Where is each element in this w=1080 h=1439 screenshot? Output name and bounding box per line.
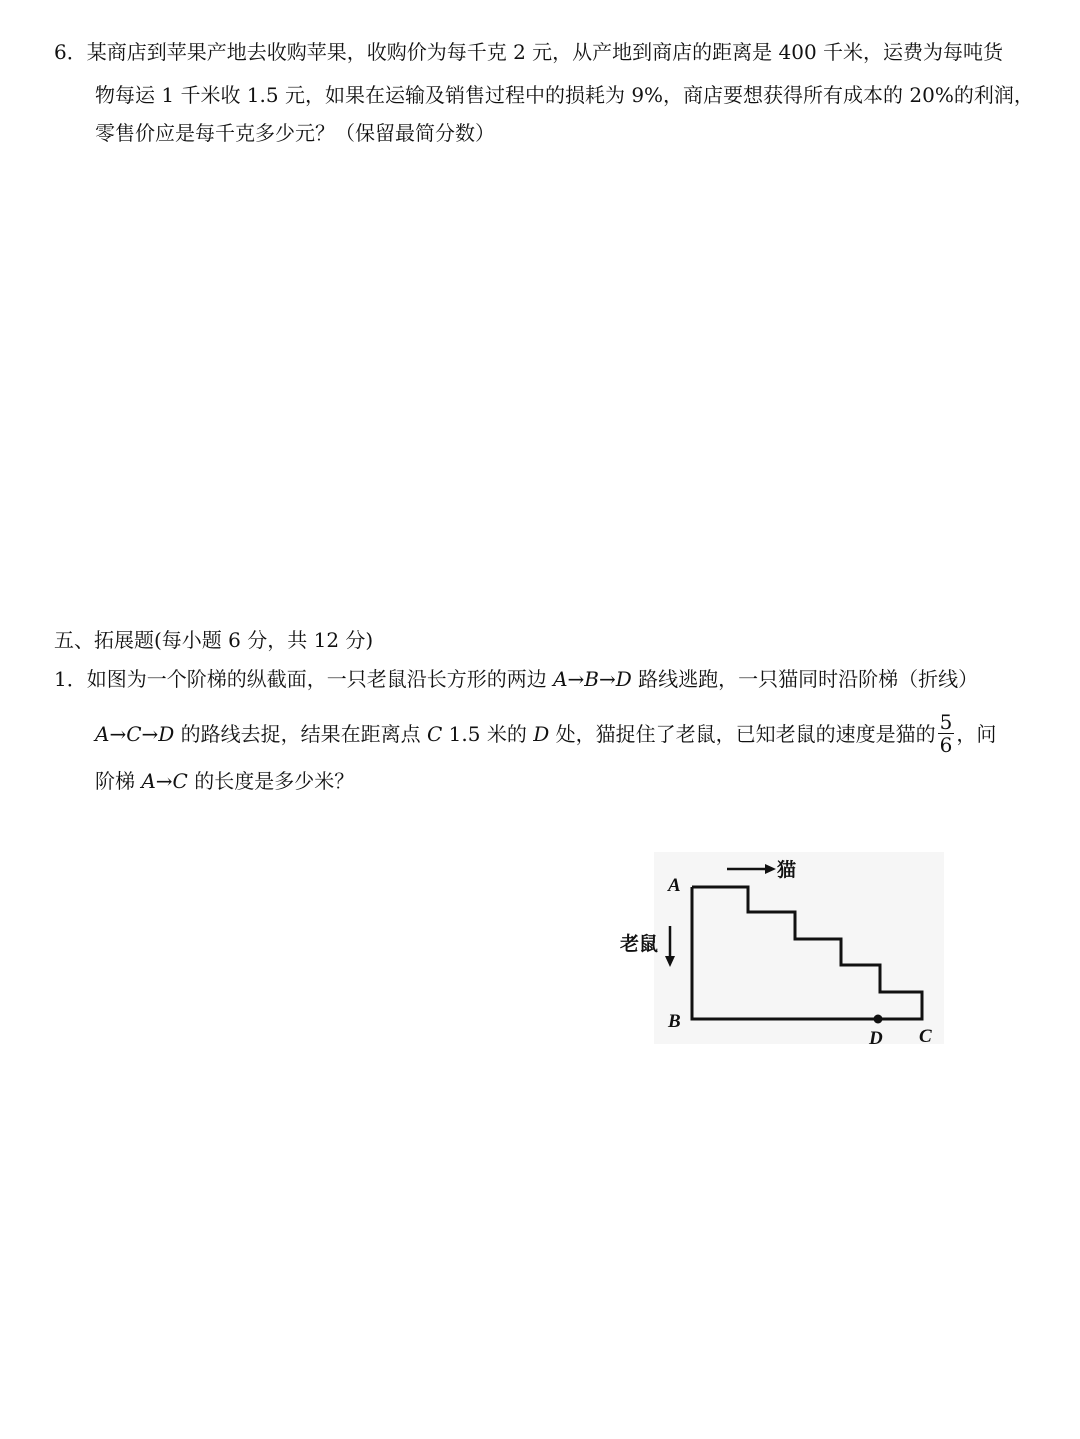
question-1-text-1b: 路线逃跑，一只猫同时沿阶梯（折线） xyxy=(631,667,979,691)
fraction-denominator: 6 xyxy=(939,733,953,757)
question-1-text-2c: 处，猫捉住了老鼠，已知老鼠的速度是猫的 xyxy=(549,722,936,746)
label-mouse: 老鼠 xyxy=(620,934,659,955)
question-1-text-2a: 的路线去捉，结果在距离点 xyxy=(174,722,428,746)
question-1-text-1a: 如图为一个阶梯的纵截面，一只老鼠沿长方形的两边 xyxy=(86,667,554,691)
figure-background xyxy=(654,852,944,1044)
route-a-c: A→C xyxy=(141,769,188,793)
fraction-numerator: 5 xyxy=(939,710,953,734)
question-1-text-3a: 阶梯 xyxy=(95,769,142,793)
question-6-line-2: 物每运 1 千米收 1.5 元，如果在运输及销售过程中的损耗为 9%，商店要想获得所有成本的 20%的利润， xyxy=(95,83,1034,107)
label-d: D xyxy=(869,1028,883,1049)
question-1-text-2d: ，问 xyxy=(956,722,997,746)
point-c-ref: C xyxy=(427,722,443,746)
route-a-b-d: A→B→D xyxy=(553,667,632,691)
question-1-line-1 xyxy=(54,665,978,693)
staircase-diagram xyxy=(610,850,950,1050)
question-1-text-3b: 的长度是多少米？ xyxy=(187,769,355,793)
question-1-number: 1． xyxy=(54,667,87,691)
point-d-marker xyxy=(874,1015,883,1024)
section-5-heading: 五、拓展题(每小题 6 分，共 12 分) xyxy=(54,628,374,652)
label-cat: 猫 xyxy=(777,860,797,881)
question-1-text-2b: 1.5 米的 xyxy=(442,722,534,746)
label-b: B xyxy=(668,1011,681,1032)
fraction-five-sixths xyxy=(938,711,955,756)
point-d-ref: D xyxy=(533,722,550,746)
question-6-line-3: 零售价应是每千克多少元？（保留最简分数） xyxy=(95,121,495,145)
question-1-line-2 xyxy=(95,710,997,758)
question-6-line-1 xyxy=(54,38,1003,66)
question-1-line-3 xyxy=(95,767,354,795)
question-6-text-1: 某商店到苹果产地去收购苹果，收购价为每千克 2 元，从产地到商店的距离是 400 千米，运费为每吨货 xyxy=(86,40,1004,64)
label-c: C xyxy=(919,1026,932,1047)
question-6-number: 6． xyxy=(54,40,87,64)
route-a-c-d: A→C→D xyxy=(95,722,175,746)
label-a: A xyxy=(668,875,681,896)
